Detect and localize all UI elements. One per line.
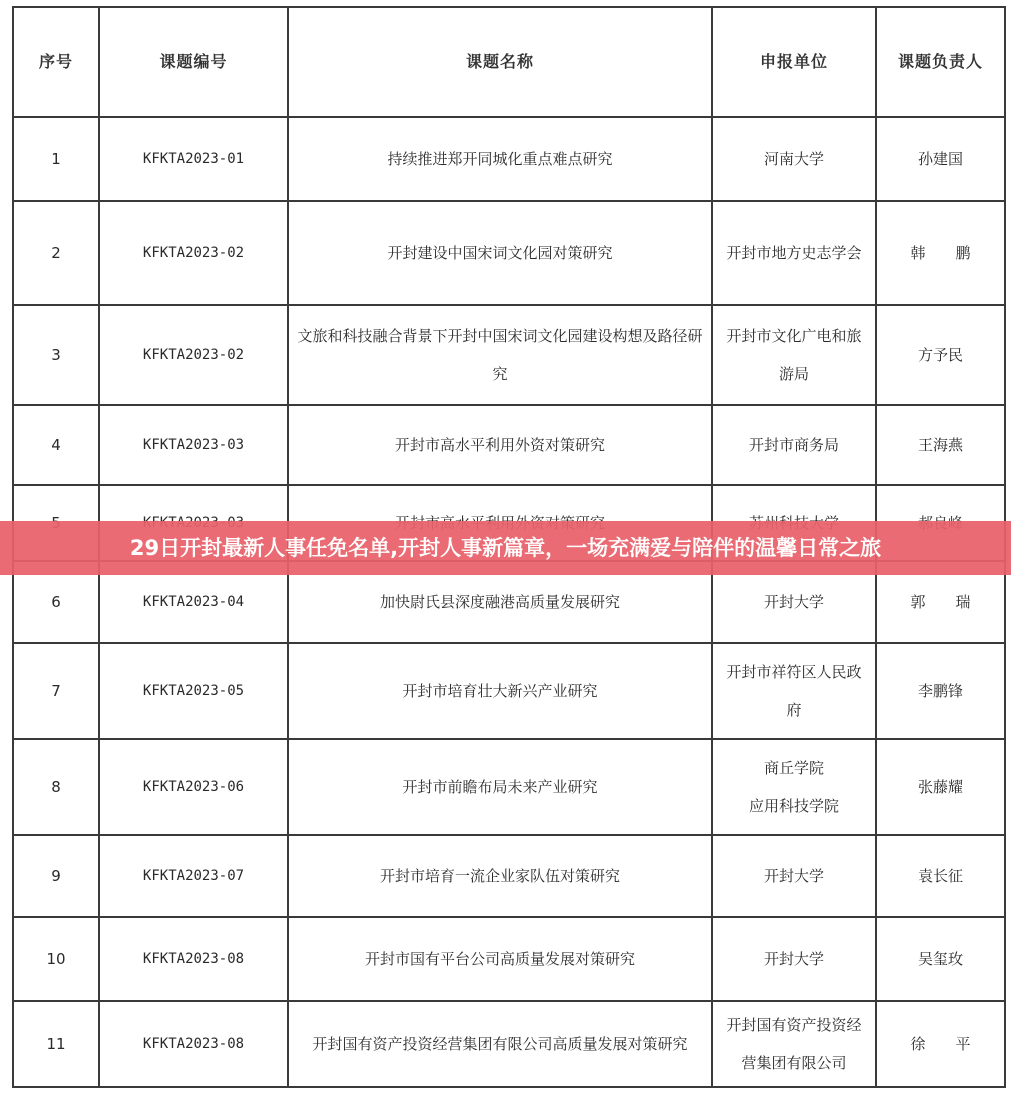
cell-title: 开封建设中国宋词文化园对策研究 [288,201,712,305]
cell-lead: 王海燕 [876,405,1005,485]
header-title: 课题名称 [288,7,712,117]
cell-code: KFKTA2023-03 [99,405,288,485]
cell-code: KFKTA2023-08 [99,917,288,1001]
cell-lead: 袁长征 [876,835,1005,917]
cell-no: 6 [13,561,99,643]
table-row [13,305,1005,405]
cell-no: 10 [13,917,99,1001]
cell-lead: 方予民 [876,305,1005,405]
cell-no: 7 [13,643,99,739]
cell-lead: 张藤耀 [876,739,1005,835]
cell-title: 开封市高水平利用外资对策研究 [288,405,712,485]
cell-title: 开封国有资产投资经营集团有限公司高质量发展对策研究 [288,1001,712,1087]
cell-no: 11 [13,1001,99,1087]
cell-title: 文旅和科技融合背景下开封中国宋词文化园建设构想及路径研究 [288,305,712,405]
cell-no: 9 [13,835,99,917]
cell-code: KFKTA2023-05 [99,643,288,739]
cell-title: 加快尉氏县深度融港高质量发展研究 [288,561,712,643]
cell-code: KFKTA2023-01 [99,117,288,201]
cell-unit: 河南大学 [712,117,876,201]
cell-lead: 郭 瑞 [876,561,1005,643]
cell-unit: 开封大学 [712,835,876,917]
cell-title: 开封市国有平台公司高质量发展对策研究 [288,917,712,1001]
cell-title: 持续推进郑开同城化重点难点研究 [288,117,712,201]
table-row [13,1001,1005,1087]
table-row [13,917,1005,1001]
cell-code: KFKTA2023-02 [99,201,288,305]
cell-code: KFKTA2023-06 [99,739,288,835]
table-row [13,739,1005,835]
cell-code: KFKTA2023-07 [99,835,288,917]
cell-lead: 吴玺玫 [876,917,1005,1001]
cell-lead: 李鹏锋 [876,643,1005,739]
cell-unit: 开封市文化广电和旅游局 [712,305,876,405]
cell-title: 开封市培育一流企业家队伍对策研究 [288,835,712,917]
cell-code: KFKTA2023-04 [99,561,288,643]
table-row [13,405,1005,485]
cell-unit: 开封市商务局 [712,405,876,485]
cell-lead: 韩 鹏 [876,201,1005,305]
cell-lead: 孙建国 [876,117,1005,201]
table-header-row [13,7,1005,117]
table-row [13,643,1005,739]
cell-code: KFKTA2023-08 [99,1001,288,1087]
cell-title: 开封市培育壮大新兴产业研究 [288,643,712,739]
table-row [13,835,1005,917]
cell-unit: 开封国有资产投资经营集团有限公司 [712,1001,876,1087]
cell-no: 2 [13,201,99,305]
cell-lead: 徐 平 [876,1001,1005,1087]
cell-code: KFKTA2023-02 [99,305,288,405]
header-unit: 申报单位 [712,7,876,117]
cell-unit: 开封市地方史志学会 [712,201,876,305]
cell-no: 8 [13,739,99,835]
header-code: 课题编号 [99,7,288,117]
table-row [13,201,1005,305]
cell-unit: 开封大学 [712,561,876,643]
cell-no: 3 [13,305,99,405]
table-row [13,117,1005,201]
cell-title: 开封市前瞻布局未来产业研究 [288,739,712,835]
header-lead: 课题负责人 [876,7,1005,117]
headline-banner[interactable]: 29日开封最新人事任免名单,开封人事新篇章，一场充满爱与陪伴的温馨日常之旅 [0,521,1011,575]
cell-no: 1 [13,117,99,201]
header-no: 序号 [13,7,99,117]
cell-unit: 开封市祥符区人民政府 [712,643,876,739]
cell-unit: 商丘学院 应用科技学院 [712,739,876,835]
cell-unit: 开封大学 [712,917,876,1001]
cell-no: 4 [13,405,99,485]
